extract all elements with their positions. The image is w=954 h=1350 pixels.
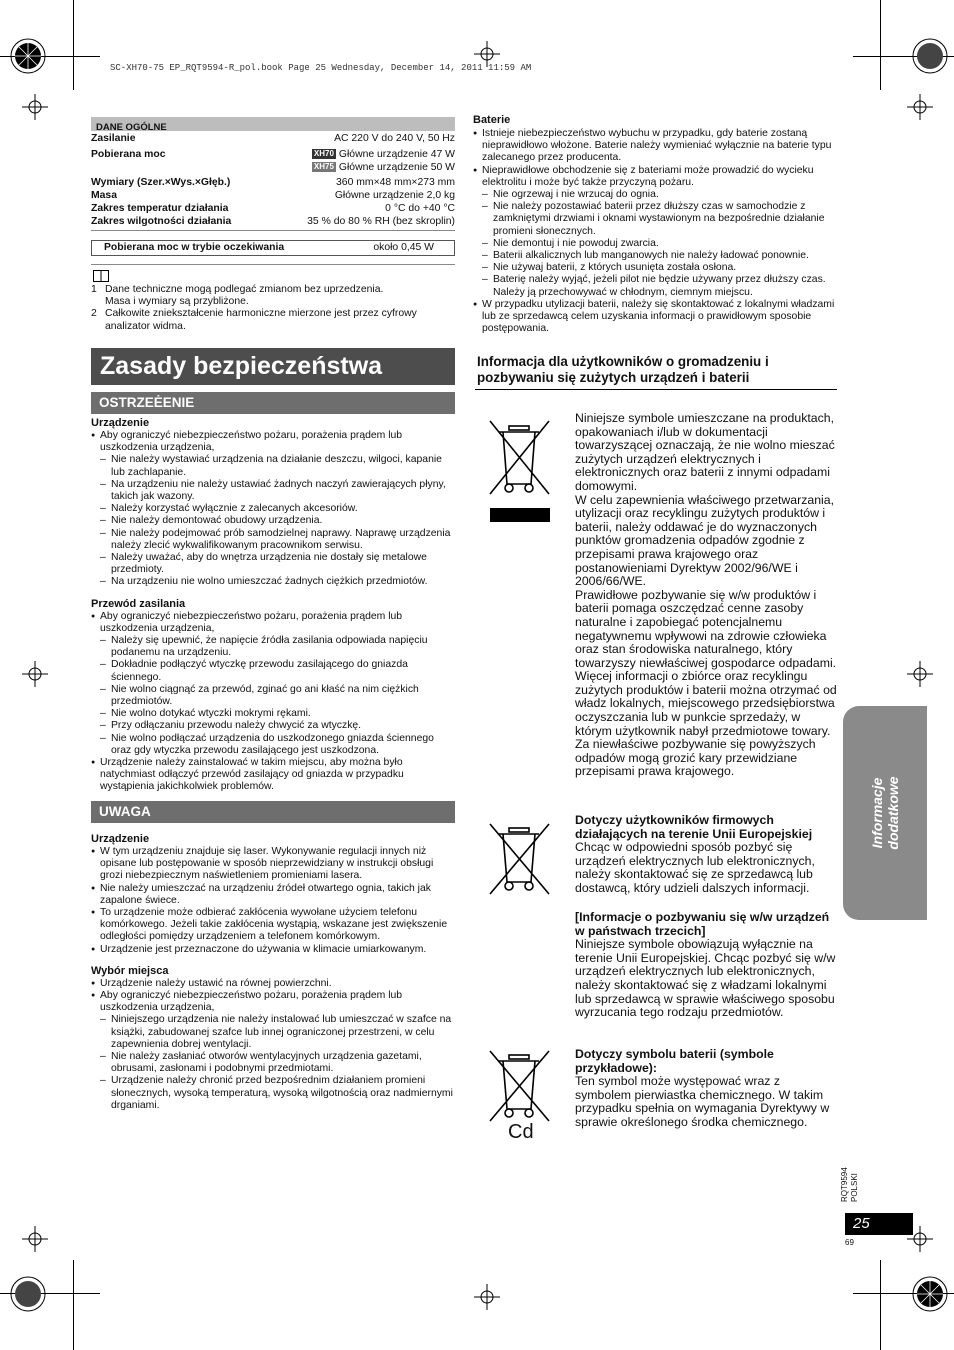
bullet-item: ● W przypadku utylizacji baterii, należy się skontaktować z lokalnymi władzami lub ze sprzedawcą celem uzyskania informacji o prawidłowym sposobie postępowania. (473, 299, 838, 336)
crosshair-icon (474, 1284, 500, 1310)
section-heading: Wybór miejsca (91, 964, 169, 977)
note-text: Masa i wymiary są przybliżone. (105, 296, 249, 308)
spec-value (312, 148, 455, 161)
bullet-list (91, 978, 455, 1112)
dash-item: – Baterię należy wyjąć, jeżeli pilot nie będzie używany przez dłuższy czas. Należy ją przechowywać w chłodnym, ciemnym miejscu. (473, 274, 838, 298)
section-heading: Przewód zasilania (91, 597, 186, 610)
document-code: RQT9594 (840, 1167, 849, 1202)
crossed-bin-icon (487, 418, 553, 522)
dash-item: – Baterii alkalicznych lub manganowych nie należy ładować ponownie. (473, 250, 838, 262)
dash-item: – Przy odłączaniu przewodu należy chwycić za wtyczkę. (91, 720, 455, 732)
section-heading: Urządzenie (91, 417, 150, 429)
block-text: Ten symbol może występować wraz z symbolem pierwiastka chemicznego. W takim przypadku spełnia on wymagania Dyrektywy w sprawie określonego środka chemicznego. (575, 1074, 830, 1129)
bullet-list (91, 430, 455, 589)
bullet-item: ● Aby ograniczyć niebezpieczeństwo pożaru, porażenia prądem lub uszkodzenia urządzenia, (91, 430, 455, 454)
dash-item: – Nie należy zasłaniać otworów wentylacyjnych urządzenia gazetami, obrusami, zasłonami i podobnymi przedmiotami. (91, 1051, 455, 1075)
note-number: 1 (91, 284, 97, 295)
spec-key: Zakres temperatur działania (91, 203, 229, 214)
dash-item: – Nie wolno dotykać wtyczki mokrymi rękami. (91, 708, 455, 720)
disposal-text: Niniejsze symbole umieszczane na produktach, opakowaniach i/lub w dokumentacji towarzyszącej oznaczają, że nie wolno mieszać zużytych urządzeń elektrycznych i elektronicznych oraz baterii z innymi odpadami domowymi. W celu zapewnienia właściwego przetwarzania, utylizacji oraz recyklingu zużytych produktów i baterii, należy oddawać je do wyznaczonych punktów gromadzenia odpadów zgodnie z przepisami prawa krajowego oraz postanowieniami Dyrektyw 2002/96/WE i 2006/66/WE. Prawidłowe pozbywanie się w/w produktów i baterii pomaga oszczędzać cenne zasoby naturalne i zapobiegać potencjalnemu negatywnemu wpływowi na zdrowie człowieka oraz stan środowiska naturalnego, który towarzyszy niewłaściwej gospodarce odpadami. Więcej informacji o zbiórce oraz recyklingu zużytych produktów i baterii można otrzymać od władz lokalnych, miejscowego przedsiębiorstwa oczyszczania lub w punkcie sprzedaży, w którym użytkownik nabył przedmiotowe towary. Za niewłaściwe pozbywanie się powyższych odpadów mogą grozić kary przewidziane przepisami prawa krajowego. (575, 411, 837, 779)
bullet-item: ● Urządzenie jest przeznaczone do używania w klimacie umiarkowanym. (91, 944, 455, 956)
spec-value: 35 % do 80 % RH (bez skroplin) (307, 216, 455, 227)
crosshair-icon (22, 1226, 48, 1252)
bullet-list (91, 611, 455, 794)
divider (91, 264, 455, 265)
bullet-item: ● Istnieje niebezpieczeństwo wybuchu w przypadku, gdy baterie zostaną nieprawidłowo włożone. Baterie należy wymieniać wyłącznie na baterie typu zalecanego przez producenta. (473, 128, 838, 165)
note-text: analizator widma. (105, 320, 186, 332)
spec-key: Masa (91, 190, 117, 201)
language-label: POLSKI (850, 1173, 859, 1202)
bullet-item: ● W tym urządzeniu znajduje się laser. Wykonywanie regulacji innych niż opisane lub postępowanie w sposób nieprzewidziany w instrukcji obsługi grozi niebezpiecznym naświetleniem promieniami lasera. (91, 846, 455, 883)
block-text: Niniejsze symbole obowiązują wyłącznie na terenie Unii Europejskiej. Chcąc pozbyć się w/w urządzeń elektrycznych lub elektronicznych, należy skontaktować się z władzami lokalnymi lub sprzedawcą w sprawie właściwego sposobu wyrzucania tego rodzaju przedmiotów. (575, 937, 836, 1020)
spec-key: Pobierana moc (91, 149, 166, 160)
crosshair-icon (907, 661, 933, 687)
model-badge: XH75 (313, 162, 334, 171)
bullet-item: ● Urządzenie należy ustawić na równej powierzchni. (91, 978, 455, 990)
spec-value (312, 161, 455, 174)
crop-mark (73, 1260, 74, 1350)
spec-section-title: DANE OGÓLNE (96, 122, 167, 133)
bullet-item: ● Nieprawidłowe obchodzenie się z bateriami może prowadzić do wycieku elektrolitu i może być także przyczyną pożaru. (473, 165, 838, 189)
section-heading: Urządzenie (91, 833, 150, 845)
dash-item: – Nie demontuj i nie powoduj zwarcia. (473, 238, 838, 250)
third-countries-block (575, 911, 837, 1020)
book-icon (93, 270, 109, 282)
registration-mark-icon (910, 36, 950, 76)
spec-value: 0 °C do +40 °C (385, 203, 455, 214)
dash-item: – Urządzenie należy chronić przed bezpośrednim działaniem promieni słonecznych, wysoką temperaturą, wysoką wilgotnością oraz nadmiernymi drganiami. (91, 1075, 455, 1112)
bullet-item: ● Aby ograniczyć niebezpieczeństwo pożaru, porażenia prądem lub uszkodzenia urządzenia, (91, 990, 455, 1014)
note-text: Całkowite zniekształcenie harmoniczne mierzone jest przez cyfrowy (105, 308, 417, 320)
batteries-list (473, 128, 838, 335)
block-heading: Dotyczy użytkowników firmowych działających na terenie Unii Europejskiej (575, 813, 813, 841)
dash-item: – Nie używaj baterii, z których usunięta została osłona. (473, 262, 838, 274)
spec-key: Zakres wilgotności działania (91, 216, 232, 227)
bullet-item: ● Urządzenie należy zainstalować w takim miejscu, aby można było natychmiast odłączyć przewód zasilający od gniazda w przypadku wystąpienia jakichkolwiek problemów. (91, 757, 455, 794)
block-heading: [Informacje o pozbywaniu się w/w urządzeń w państwach trzecich] (575, 910, 830, 938)
crossed-bin-icon (487, 822, 553, 898)
spec-key: Wymiary (Szer.×Wys.×Głęb.) (91, 177, 231, 188)
dash-item: – Nie należy podejmować prób samodzielnej naprawy. Naprawę urządzenia należy zlecić wykwalifikowanym pracownikom serwisu. (91, 528, 455, 552)
standby-label: Pobierana moc w trybie oczekiwania (104, 242, 285, 253)
business-users-block (575, 814, 837, 896)
batteries-section (473, 113, 838, 335)
spec-row (91, 132, 455, 145)
block-heading: Dotyczy symbolu baterii (symbole przykładowe): (575, 1047, 774, 1075)
sub-page-number: 69 (845, 1238, 854, 1247)
crosshair-icon (907, 94, 933, 120)
caution-content (91, 832, 455, 1112)
spec-row (91, 189, 455, 202)
file-header: SC-XH70-75 EP_RQT9594-R_pol.book Page 25 Wednesday, December 14, 2011 11:59 AM (110, 63, 532, 73)
crossed-bin-icon (487, 1049, 553, 1127)
bullet-item: ● Aby ograniczyć niebezpieczeństwo pożaru, porażenia prądem lub uszkodzenia urządzenia, (91, 611, 455, 635)
registration-mark-icon (910, 1274, 950, 1314)
dash-item: – Należy uważać, aby do wnętrza urządzenia nie dostały się metalowe przedmioty. (91, 552, 455, 576)
crop-mark (880, 0, 881, 90)
disposal-title: Informacja dla użytkowników o gromadzeniu i pozbywaniu się zużytych urządzeń i baterii (477, 354, 769, 385)
note-text: Dane techniczne mogą podlegać zmianom bez uprzedzenia. (105, 284, 384, 295)
crop-mark (73, 0, 74, 90)
dash-item: – Na urządzeniu nie wolno umieszczać żadnych ciężkich przedmiotów. (91, 576, 455, 588)
bullet-item: ● Nie należy umieszczać na urządzeniu źródeł otwartego ognia, takich jak zapalone świece. (91, 883, 455, 907)
divider (91, 230, 455, 231)
notes-list (91, 284, 455, 333)
model-badge: XH70 (313, 149, 334, 158)
dash-item: – Nie należy pozostawiać baterii przez dłuższy czas w samochodzie z zamkniętymi drzwiami i oknami wystawionym na bezpośrednie działanie promieni słonecznych. (473, 201, 838, 238)
side-tab-line: Informacje (869, 777, 885, 849)
dash-item: – Należy korzystać wyłącznie z zalecanych akcesoriów. (91, 503, 455, 515)
crosshair-icon (22, 661, 48, 687)
registration-mark-icon (8, 36, 48, 76)
side-tab-line: dodatkowe (885, 776, 901, 850)
note-item (91, 284, 455, 308)
footer-code (840, 1160, 880, 1210)
spec-key: Zasilanie (91, 133, 136, 144)
note-number: 2 (91, 308, 97, 320)
dash-item: – Należy się upewnić, że napięcie źródła zasilania odpowiada napięciu podanemu na urządzeniu. (91, 635, 455, 659)
registration-mark-icon (8, 1274, 48, 1314)
page-title: Zasady bezpieczeństwa (91, 348, 455, 385)
dash-item: – Nie należy demontować obudowy urządzenia. (91, 515, 455, 527)
dash-item: – Dokładnie podłączyć wtyczkę przewodu zasilającego do gniazda ściennego. (91, 659, 455, 683)
spec-value: Główne urządzenie 2,0 kg (334, 190, 455, 201)
spec-value: AC 220 V do 240 V, 50 Hz (334, 133, 455, 144)
standby-value: około 0,45 W (373, 242, 434, 253)
dash-item: – Niniejszego urządzenia nie należy instalować lub umieszczać w szafce na książki, zabudowanej szafce lub innej ograniczonej przestrzeni, w celu zapewnienia dobrej wentylacji. (91, 1014, 455, 1051)
spec-row (91, 202, 455, 215)
dash-item: – Nie ogrzewaj i nie wrzucaj do ognia. (473, 189, 838, 201)
spec-row (91, 215, 455, 228)
spec-row (91, 148, 455, 174)
cd-label: Cd (508, 1121, 534, 1143)
spec-section-header (91, 117, 455, 131)
spec-row (91, 176, 455, 189)
side-tab[interactable] (843, 706, 927, 920)
divider (475, 389, 837, 390)
standby-box (91, 240, 455, 256)
crop-mark (880, 1260, 881, 1350)
battery-symbol-block (575, 1048, 837, 1130)
spec-value: 360 mm×48 mm×273 mm (336, 177, 455, 188)
batteries-heading: Baterie (473, 114, 511, 126)
page-number: 25 (845, 1213, 913, 1235)
spec-badge-value: Główne urządzenie 47 W (338, 149, 455, 160)
dash-item: – Nie wolno ciągnąć za przewód, zginać go ani kłaść na nim ciężkich przedmiotów. (91, 684, 455, 708)
bullet-list (91, 846, 455, 956)
dash-item: – Na urządzeniu nie należy ustawiać żadnych naczyń zawierających płyny, takich jak wazony. (91, 479, 455, 503)
warning-bar: OSTRZEĖENIE (91, 392, 455, 414)
bullet-item: ● To urządzenie może odbierać zakłócenia wywołane użyciem telefonu komórkowego. Jeżeli takie zakłócenia wystąpią, wskazane jest zwiększenie odległości pomiędzy urządzeniem a telefonem komórkowym. (91, 907, 455, 944)
note-item (91, 308, 455, 332)
crosshair-icon (22, 94, 48, 120)
caution-bar: UWAGA (91, 801, 455, 823)
spec-badge-value: Główne urządzenie 50 W (338, 162, 455, 173)
dash-item: – Nie wolno podłączać urządzenia do uszkodzonego gniazda ściennego oraz gdy wtyczka przewodu zasilającego jest uszkodzona. (91, 733, 455, 757)
dash-item: – Nie należy wystawiać urządzenia na działanie deszczu, wilgoci, kapanie lub zachlapanie. (91, 454, 455, 478)
block-text: Chcąc w odpowiedni sposób pozbyć się urządzeń elektrycznych lub elektronicznych, należy skontaktować się ze sprzedawcą lub dostawcą, który udzieli dalszych informacji. (575, 840, 815, 895)
warning-content (91, 416, 455, 794)
side-tab-label (869, 776, 901, 849)
